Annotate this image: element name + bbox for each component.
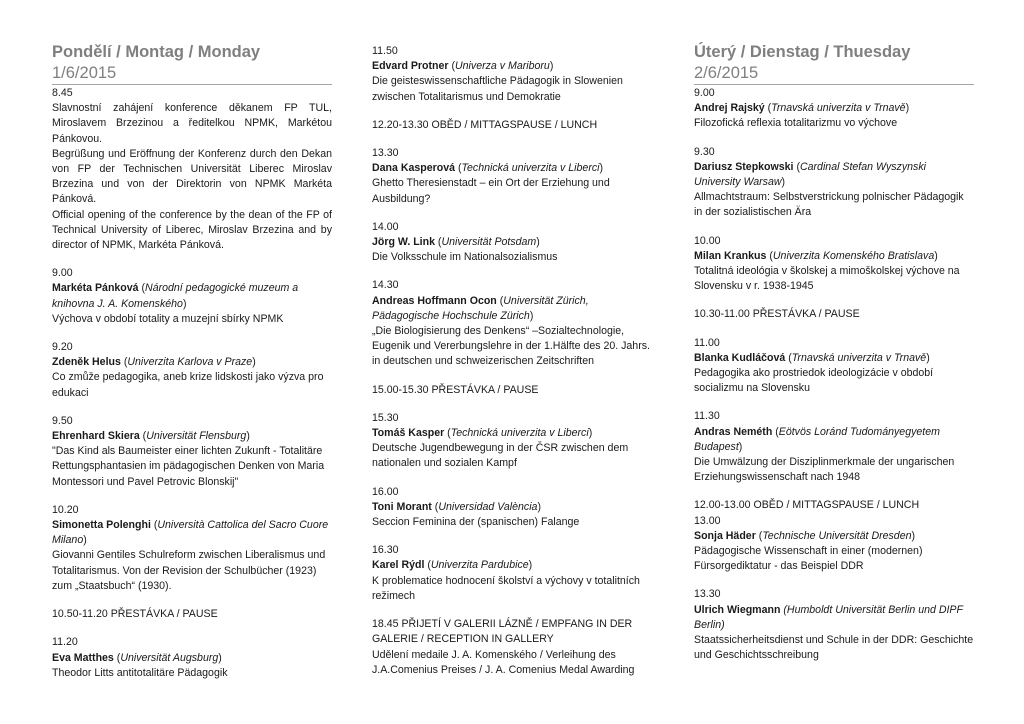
talk-title: Staatssicherheitsdienst und Schule in der DDR: Geschichte und Geschichtsschreibung — [694, 634, 974, 662]
paren-open: ( — [455, 162, 462, 175]
talk — [52, 340, 332, 401]
speaker-name: Milan Krankus — [694, 249, 767, 262]
paren-open: ( — [766, 249, 773, 262]
speaker-name: Tomáš Kasper — [372, 427, 445, 440]
speaker-name: Edvard Protner — [372, 60, 449, 73]
talk-time: 11.00 — [694, 336, 720, 349]
talk — [694, 86, 974, 132]
paren-open: ( — [764, 102, 772, 115]
paren-close: ) — [588, 427, 593, 440]
session-time: 8.45 — [52, 87, 73, 99]
paren-close: ) — [218, 651, 222, 664]
paren-open: ( — [139, 430, 147, 443]
talk — [372, 44, 652, 105]
talk-time: 11.20 — [52, 636, 78, 649]
speaker-name: Dariusz Stepkowski — [694, 160, 794, 173]
speaker-name: Zdeněk Helus — [52, 356, 121, 369]
paren-close: ) — [905, 102, 910, 115]
talk-title: Co zmůže pedagogika, aneb krize lidskosti jako výzva pro edukaci — [52, 371, 324, 399]
speaker-institution: Universität Augsburg — [120, 651, 219, 664]
paren-close: ) — [738, 440, 743, 453]
opening-session — [52, 86, 332, 253]
talk — [372, 146, 652, 207]
speaker-name: Andrej Rajský — [694, 102, 765, 115]
speaker-institution: Università Cattolica del Sacro Cuore Milano — [52, 519, 329, 547]
talk — [694, 234, 974, 295]
talk-time: 11.50 — [372, 45, 398, 57]
talk — [52, 414, 332, 490]
paren-close: ) — [911, 529, 916, 542]
speaker-name: Jörg W. Link — [372, 236, 435, 249]
talk-title: "Das Kind als Baumeister einer lichten Zukunft - Totalitäre Rettungsphantasien im pädagogischen Denken von Maria Montessori und Pavel Petrovic Blonskij" — [52, 445, 325, 488]
talk — [694, 587, 974, 663]
speaker-institution: Cardinal Stefan Wyszynski University Warsaw — [694, 160, 926, 189]
paren-open: ( — [431, 500, 439, 513]
speaker-name: Sonja Häder — [694, 529, 756, 542]
paren-open: ( — [444, 427, 451, 440]
day-header — [52, 42, 332, 85]
speaker-name: Toni Morant — [372, 500, 432, 513]
paren-open: ( — [113, 651, 121, 664]
talk-time: 16.00 — [372, 485, 399, 498]
paren-open: ( — [755, 529, 763, 542]
paren-close: ) — [529, 309, 534, 322]
speaker-name: Andras Neméth — [694, 425, 773, 438]
tuesday-column — [694, 42, 974, 677]
talk-title: Seccion Feminina der (spanischen) Falange — [372, 516, 580, 529]
paren-close: ) — [926, 351, 930, 364]
lunch-label: 12.20-13.30 OBĚD / MITTAGSPAUSE / LUNCH — [372, 118, 598, 131]
speaker-name: Dana Kasperová — [372, 162, 456, 175]
talk-time: 9.00 — [694, 87, 715, 99]
paren-open: ( — [785, 351, 792, 364]
talk-time: 16.30 — [372, 544, 399, 557]
lunch-break — [694, 498, 974, 513]
paren-close: ) — [246, 430, 250, 443]
speaker-name: Ehrenhard Skiera — [52, 430, 140, 443]
talk — [372, 278, 652, 369]
speaker-institution: Humboldt Universität Berlin und DIPF Berlin — [694, 603, 963, 631]
paren-open: ( — [424, 559, 431, 572]
talk-title: Theodor Litts antitotalitäre Pädagogik — [52, 666, 228, 679]
monday-column — [52, 42, 332, 694]
opening-text-de: Begrüßung und Eröffnung der Konferenz durch den Dekan von FP der Technischen Universität Liberec Miroslav Brzezina und von der Direktorin von NPMK Markéta Pánková. — [52, 147, 332, 206]
paren-open: ( — [120, 356, 128, 369]
talk-title: Deutsche Jugendbewegung in der ČSR zwischen dem nationalen und sozialen Kampf — [372, 442, 629, 470]
reception-text: Udělení medaile J. A. Komenského / Verleihung des J.A.Comenius Preises / J. A. Comenius Medal Awarding — [372, 648, 635, 676]
speaker-institution: Eötvös Loránd Tudományegyetem Budapest — [694, 425, 940, 453]
paren-open: ( — [448, 60, 456, 73]
talk-time: 14.00 — [372, 220, 399, 233]
reception-heading: 18.45 PŘIJETÍ V GALERII LÁZNĚ / EMPFANG IN DER GALERIE / RECEPTION IN GALLERY — [372, 618, 633, 646]
break — [52, 607, 332, 622]
paren-open: ( — [434, 236, 442, 249]
talk-time: 9.20 — [52, 341, 73, 354]
speaker-name: Markéta Pánková — [52, 282, 139, 295]
opening-text-en: Official opening of the conference by the dean of the FP of Technical University of Liberec, Miroslav Brzezina and by director of NPMK, Markéta Pánková. — [52, 208, 332, 252]
talk-title: Pedagogika ako prostriedok ideologizácie v období socializmu na Slovensku — [694, 367, 934, 395]
break-label: 15.00-15.30 PŘESTÁVKA / PAUSE — [372, 383, 539, 396]
paren-close: ) — [182, 297, 187, 310]
day-title: Úterý / Dienstag / Thuesday — [694, 43, 911, 61]
talk-title: Pädagogische Wissenschaft in einer (modernen) Fürsorgediktatur - das Beispiel DDR — [694, 545, 923, 573]
paren-close: ) — [83, 534, 87, 547]
talk-time: 10.20 — [52, 503, 79, 516]
paren-open: ( — [793, 160, 800, 173]
talk-time: 11.30 — [694, 410, 720, 423]
paren-close: ) — [536, 236, 540, 249]
lunch-label: 12.00-13.00 OBĚD / MITTAGSPAUSE / LUNCH — [694, 499, 920, 512]
day-date: 2/6/2015 — [694, 64, 759, 82]
paren-close: ) — [252, 356, 256, 369]
talk-time: 9.50 — [52, 414, 73, 427]
talk-title: „Die Biologisierung des Denkens“ –Sozialtechnologie, Eugenik und Vererbungslehre in der 1.Hälfte des 20. Jahrs. in deutschen und schweizerischen Zeitschriften — [372, 325, 650, 368]
day-date: 1/6/2015 — [52, 64, 117, 82]
talk — [694, 145, 974, 221]
talk-title: Die geisteswissenschaftliche Pädagogik in Slowenien zwischen Totalitarismus und Demokratie — [372, 75, 623, 103]
talk — [694, 336, 974, 397]
speaker-institution-paren: (Humboldt Universität Berlin und DIPF Berlin) — [694, 603, 963, 631]
talk-time: 13.30 — [694, 588, 721, 601]
talk-title: Filozofická reflexia totalitarizmu vo výchove — [694, 117, 898, 130]
lunch-break — [372, 118, 652, 133]
talk-time: 14.30 — [372, 279, 399, 292]
break-label: 10.50-11.20 PŘESTÁVKA / PAUSE — [52, 608, 218, 621]
speaker-institution: Univerzita Komenského Bratislava — [772, 249, 935, 262]
talk — [372, 220, 652, 266]
talk-title: Die Volksschule im Nationalsozialismus — [372, 251, 558, 264]
speaker-institution: Universität Zürich, Pädagogische Hochschule Zürich — [372, 294, 589, 322]
talk — [372, 411, 652, 472]
speaker-institution: Universität Flensburg — [146, 430, 247, 443]
talk — [694, 409, 974, 485]
paren-close: ) — [549, 60, 554, 73]
talk-time: 13.30 — [372, 147, 399, 160]
talk — [372, 543, 652, 604]
paren-open: ( — [138, 282, 146, 295]
speaker-name: Blanka Kudláčová — [694, 351, 786, 364]
paren-close: ) — [537, 500, 541, 513]
paren-open: ( — [496, 294, 504, 307]
talk-title: Allmachtstraum: Selbstverstrickung polnischer Pädagogik in der sozialistischen Ära — [694, 191, 964, 219]
speaker-institution: Trnavská univerzita v Trnavě — [791, 351, 927, 364]
reception — [372, 617, 652, 678]
speaker-institution: Technická univerzita v Liberci — [450, 427, 589, 440]
speaker-name: Ulrich Wiegmann — [694, 603, 781, 616]
talk — [52, 266, 332, 327]
speaker-institution: Národní pedagogické muzeum a knihovna J. A. Komenského — [52, 282, 299, 310]
talk-title: Die Umwälzung der Disziplinmerkmale der ungarischen Erziehungswissenschaft nach 1948 — [694, 456, 955, 484]
talk-title: K problematice hodnocení školství a výchovy v totalitních režimech — [372, 574, 640, 602]
paren-open: ( — [150, 519, 158, 532]
speaker-institution: Trnavská univerzita v Trnavě — [771, 102, 906, 115]
talk — [52, 503, 332, 594]
talk-time: 13.00 — [694, 514, 721, 527]
speaker-institution: Univerzita Karlova v Praze — [127, 356, 253, 369]
paren-close: ) — [934, 249, 938, 262]
break-label: 10.30-11.00 PŘESTÁVKA / PAUSE — [694, 308, 860, 321]
speaker-institution: Technische Universität Dresden — [762, 529, 912, 542]
speaker-institution: Universität Potsdam — [441, 236, 537, 249]
day-header — [694, 42, 974, 85]
speaker-name: Andreas Hoffmann Ocon — [372, 294, 497, 307]
paren-close: ) — [528, 559, 533, 572]
talk-time: 15.30 — [372, 411, 399, 424]
talk — [52, 635, 332, 681]
speaker-name: Karel Rýdl — [372, 559, 425, 572]
talk-title: Výchova v období totality a muzejní sbírky NPMK — [52, 312, 284, 325]
break — [694, 307, 974, 322]
talk — [372, 485, 652, 531]
speaker-institution: Univerzita Pardubice — [430, 559, 529, 572]
talk-time: 9.30 — [694, 145, 715, 158]
speaker-institution: Universidad València — [438, 500, 538, 513]
talk — [694, 514, 974, 575]
opening-text-cz: Slavnostní zahájení konference děkanem FP TUL, Miroslavem Brzezinou a ředitelkou NPMK, Markétou Pánkovou. — [52, 102, 332, 145]
paren-close: ) — [781, 176, 786, 189]
talk-title: Totalitná ideológia v školskej a mimoškolskej výchove na Slovensku v r. 1938-1945 — [694, 265, 960, 293]
day-title: Pondělí / Montag / Monday — [52, 43, 261, 61]
speaker-name: Eva Matthes — [52, 651, 114, 664]
speaker-institution: Technická univerzita v Liberci — [461, 162, 600, 175]
paren-close: ) — [599, 162, 604, 175]
paren-open: ( — [772, 425, 779, 438]
speaker-name: Simonetta Polenghi — [52, 519, 151, 532]
talk-title: Giovanni Gentiles Schulreform zwischen Liberalismus und Totalitarismus. Von der Revision der Schulbücher (1923) zum „Staatsbuch“ (1930). — [52, 549, 326, 592]
talk-time: 9.00 — [52, 267, 73, 280]
monday-continued-column — [372, 44, 652, 691]
talk-time: 10.00 — [694, 234, 721, 247]
speaker-institution: Univerza v Mariboru — [455, 60, 550, 73]
talk-title: Ghetto Theresienstadt – ein Ort der Erziehung und Ausbildung? — [372, 177, 610, 205]
break — [372, 383, 652, 398]
